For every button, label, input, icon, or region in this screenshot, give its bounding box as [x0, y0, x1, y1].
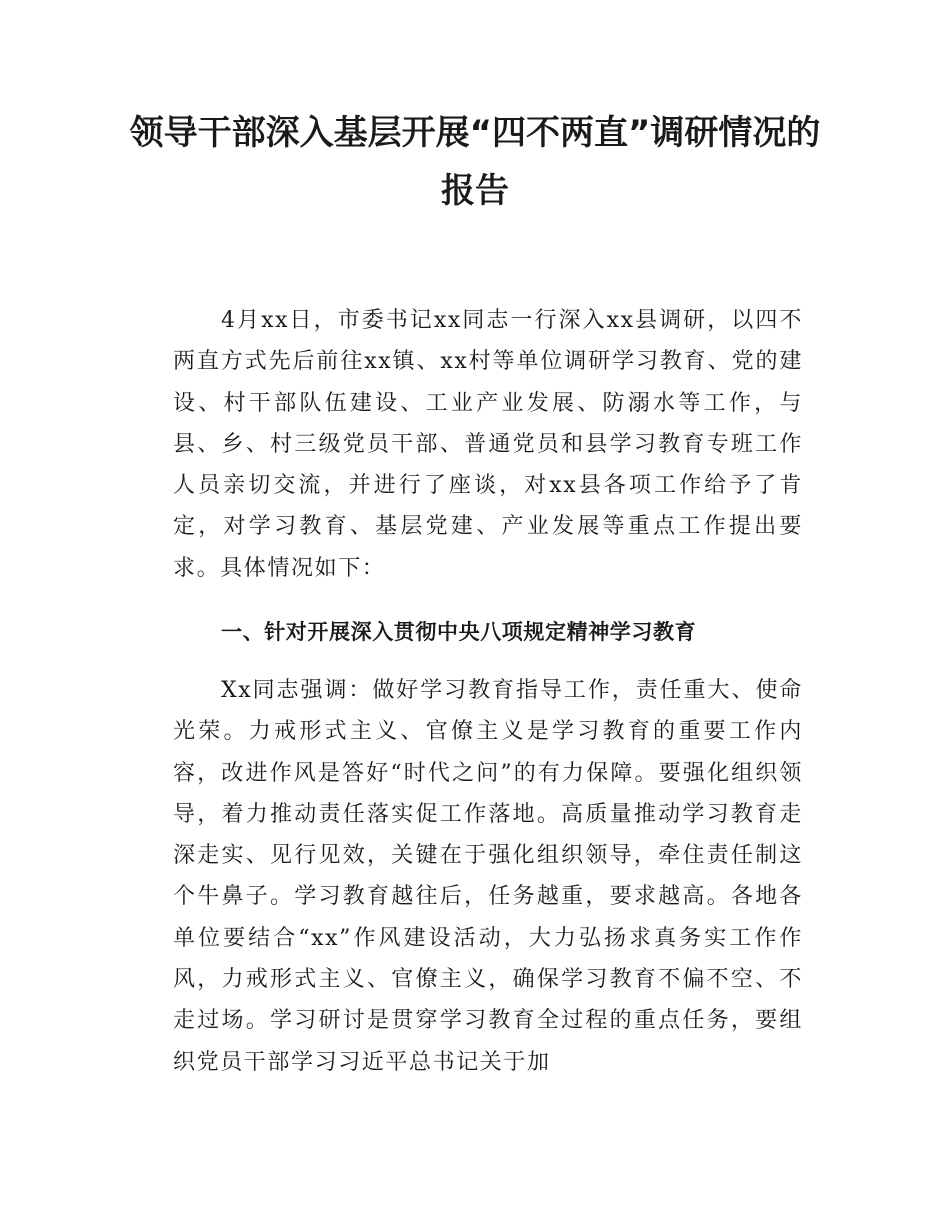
- document-title: 领导干部深入基层开展“四不两直”调研情况的报告: [129, 113, 821, 211]
- body-paragraph: Xx同志强调：做好学习教育指导工作，责任重大、使命光荣。力戒形式主义、官僚主义是学习教育的重要工作内容，改进作风是答好“时代之问”的有力保障。要强化组织领导，着力推动责任落实促工作落地。高质量推动学习教育走深走实、见行见效，关键在于强化组织领导，牵住责任制这个牛鼻子。学习教育越往后，任务越重，要求越高。各地各单位要结合“xx”作风建设活动，大力弘扬求真务实工作作风，力戒形式主义、官僚主义，确保学习教育不偏不空、不走过场。学习研讨是贯穿学习教育全过程的重点任务，要组织党员干部学习习近平总书记关于加: [173, 678, 803, 1075]
- section-heading: 一、针对开展深入贯彻中央八项规定精神学习教育: [221, 620, 697, 644]
- intro-paragraph: 4月xx日，市委书记xx同志一行深入xx县调研，以四不两直方式先后前往xx镇、xx村等单位调研学习教育、党的建设、村干部队伍建设、工业产业发展、防溺水等工作，与县、乡、村三级党员干部、普通党员和县学习教育专班工作人员亲切交流，并进行了座谈，对xx县各项工作给予了肯定，对学习教育、基层党建、产业发展等重点工作提出要求。具体情况如下：: [173, 308, 803, 581]
